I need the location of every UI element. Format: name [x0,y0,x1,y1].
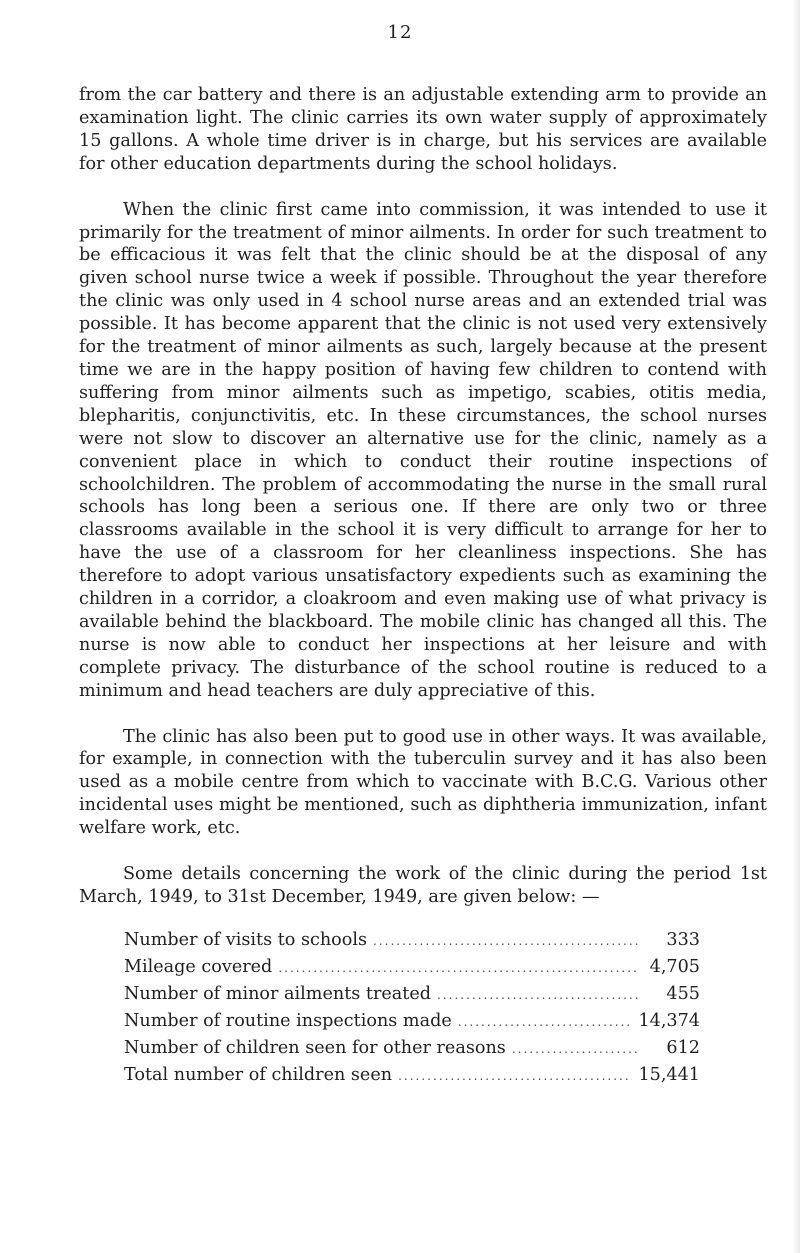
dot-leader [278,955,638,981]
document-body [79,84,767,1089]
stat-label: Number of children seen for other reasons [124,1037,506,1058]
stat-row-other-reasons [124,1035,700,1062]
stat-value: 612 [666,1037,700,1058]
page-number: 12 [387,22,413,43]
stat-label: Number of minor ailments treated [124,983,432,1004]
stat-label: Number of routine inspections made [124,1010,452,1031]
dot-leader [512,1036,638,1062]
dot-leader [458,1009,633,1035]
paragraph-other-uses: The clinic has also been put to good use in other ways. It was available, for example, in connection with the tuberculin survey and it has also been used as a mobile centre from which to vaccinate with B.C.G. Various other incidental uses might be mentioned, such as diphtheria immunization, infant welfare work, etc. [79,726,767,839]
stat-value: 455 [666,983,700,1004]
stat-label: Number of visits to schools [124,929,368,950]
stat-row-visits [124,927,700,954]
dot-leader [398,1063,632,1089]
stat-value: 14,374 [638,1010,700,1031]
scan-edge-shadow [792,0,800,1253]
paragraph-clinic-equipment: from the car battery and there is an adjustable extending arm to provide an examination light. The clinic carries its own water supply of approximately 15 gallons. A whole time driver is in charge, but his services are available for other education departments during the school holidays. [79,85,767,174]
stat-value: 4,705 [649,956,700,977]
paragraph-details-intro: Some details concerning the work of the clinic during the period 1st March, 1949, to 31st December, 1949, are given below: — [79,864,767,907]
dot-leader [437,982,638,1008]
stat-row-minor-ailments [124,981,700,1008]
dot-leader [373,928,638,954]
stat-value: 15,441 [638,1064,700,1085]
stat-label: Total number of children seen [124,1064,393,1085]
stat-row-total-children [124,1062,700,1089]
paragraph-clinic-use: When the clinic first came into commission, it was intended to use it primarily for the treatment of minor ailments. In order for such treatment to be efficacious it was felt that the clinic should be at the disposal of any given school nurse twice a week if possible. Throughout the year therefore the clinic was only used in 4 school nurse areas and an extended trial was possible. It has become apparent that the clinic is not used very extensively for the treatment of minor ailments as such, largely because at the present time we are in the happy position of having few children to contend with suffering from minor ailments such as impetigo, scabies, otitis media, blepharitis, conjunctivitis, etc. In these circumstances, the school nurses were not slow to discover an alternative use for the clinic, namely as a convenient place in which to conduct their routine inspections of schoolchildren. The problem of accommodating the nurse in the small rural schools has long been a serious one. If there are only two or three classrooms available in the school it is very difficult to arrange for her to have the use of a classroom for her cleanliness inspections. She has therefore to adopt various unsatisfactory expedients such as examining the children in a corridor, a cloakroom and even making use of what privacy is available behind the blackboard. The mobile clinic has changed all this. The nurse is now able to conduct her inspections at her leisure and with complete privacy. The disturbance of the school routine is reduced to a minimum and head teachers are duly appreciative of this. [79,199,767,701]
stat-row-mileage [124,954,700,981]
clinic-statistics-list [124,927,700,1089]
stat-label: Mileage covered [124,956,273,977]
stat-value: 333 [666,929,700,950]
stat-row-routine-inspections [124,1008,700,1035]
